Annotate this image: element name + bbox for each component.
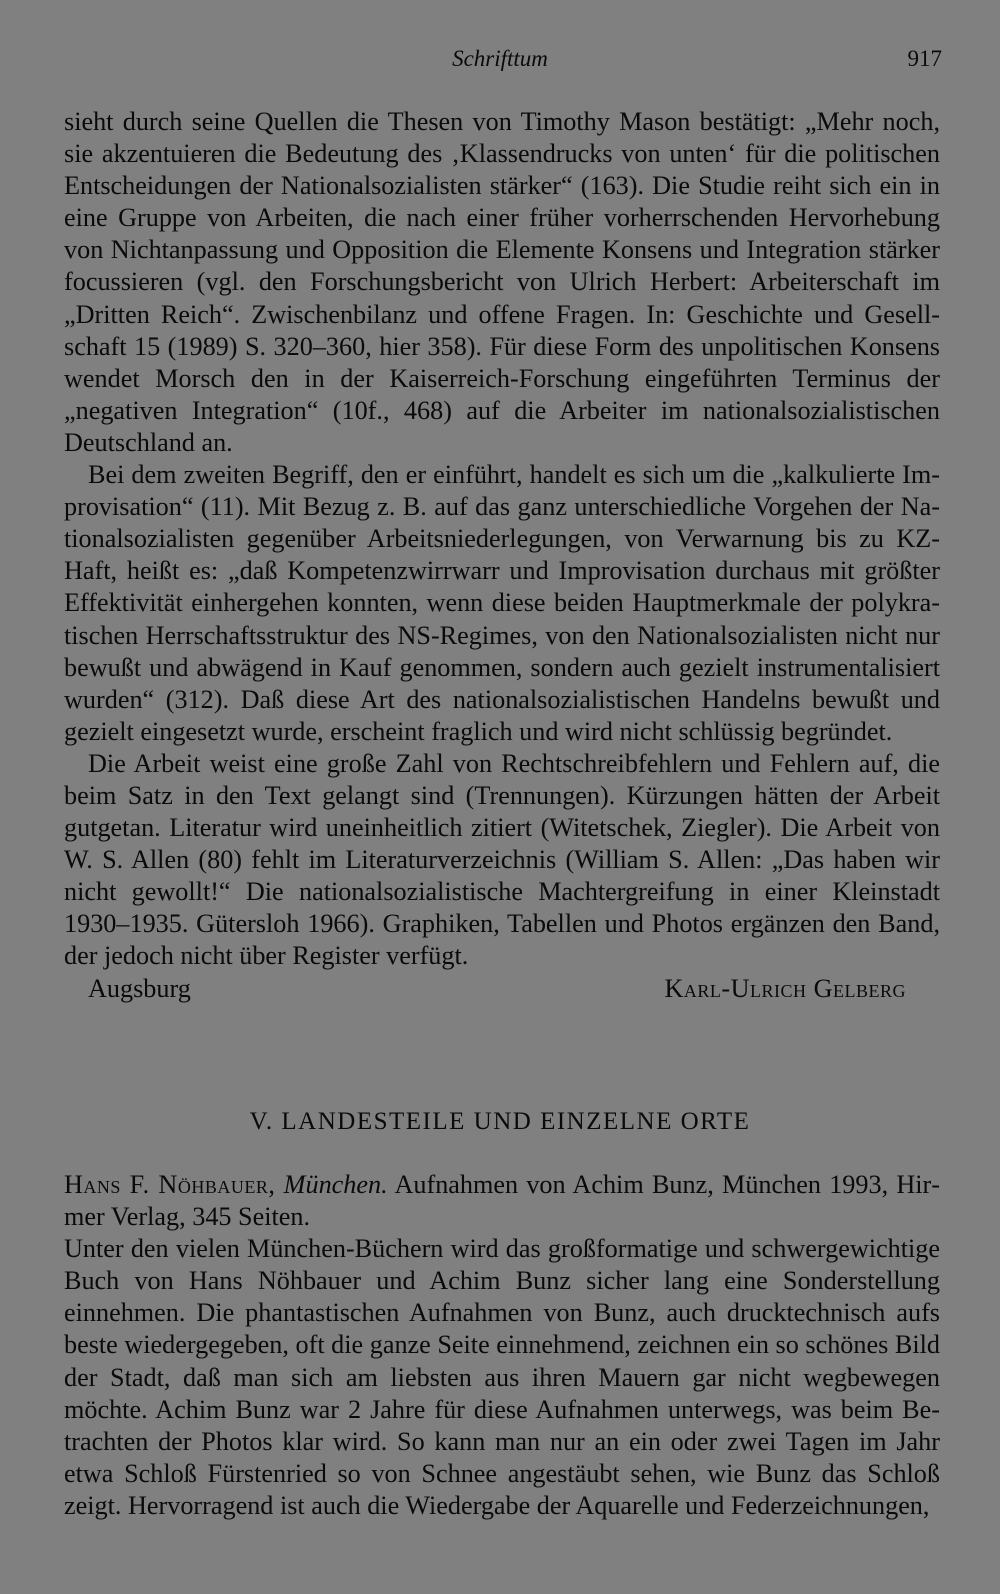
bibliographic-entry <box>64 1169 940 1233</box>
review-entry <box>64 1169 940 1522</box>
paragraph-1: sieht durch seine Quellen die Thesen von Timothy Mason bestätigt: „Mehr noch, sie akzentuieren die Bedeutung des ‚Klassendrucks von unten‘ für die politischen Entscheidungen der Nationalsozialisten stärker“ (163). Die Studie reiht sich ein in eine Gruppe von Arbeiten, die nach einer früher vorherrschenden Hervorhebung von Nichtanpassung und Opposition die Elemente Konsens und Integration stärker focussieren (vgl. den Forschungsbericht von Ulrich Herbert: Arbeiterschaft im „Dritten Reich“. Zwischenbilanz und offene Fragen. In: Geschichte und Gesellschaft 15 (1989) S. 320–360, hier 358). Für diese Form des unpolitischen Konsens wendet Morsch den in der Kaiserreich-Forschung eingeführten Terminus der „negativen Integration“ (10f., 468) auf die Arbeiter im nationalsozialistischen Deutschland an. <box>64 107 940 457</box>
running-head <box>0 46 1000 76</box>
review-book-publication: Aufnahmen von Achim Bunz, München 1993, Hirmer Verlag, 345 Seiten. <box>64 1170 941 1232</box>
signature-place: Augsburg <box>88 973 191 1003</box>
review-book-author: Hans F. Nöhbauer, <box>64 1170 276 1199</box>
review-continuation <box>64 106 940 1005</box>
page-number: 917 <box>907 46 942 71</box>
review-book-title: München. <box>283 1170 388 1199</box>
signature-author: Karl-Ulrich Gelberg <box>664 973 906 1003</box>
section-heading: V. LANDESTEILE UND EINZELNE ORTE <box>249 1108 751 1135</box>
paragraph-3: Die Arbeit weist eine große Zahl von Rechtschreibfehlern und Fehlern auf, die beim Satz in den Text gelangt sind (Trennungen). Kürzungen hätten der Arbeit gutgetan. Literatur wird uneinheitlich zitiert (Witetschek, Ziegler). Die Arbeit von W. S. Allen (80) fehlt im Literaturverzeichnis (William S. Allen: „Das haben wir nicht gewollt!“ Die nationalsozialistische Machtergreifung in einer Kleinstadt 1930–1935. Gütersloh 1966). Graphiken, Tabellen und Photos ergänzen den Band, der jedoch nicht über Register verfügt. <box>64 748 940 971</box>
running-head-title: Schrifttum <box>452 46 548 71</box>
paragraph-2: Bei dem zweiten Begriff, den er einführt, handelt es sich um die „kalkulierte Improvisation“ (11). Mit Bezug z. B. auf das ganz unterschiedliche Vorgehen der Nationalsozialisten gegenüber Arbeitsniederlegungen, von Verwarnung bis zu KZ-Haft, heißt es: „daß Kompetenzwirrwarr und Improvisation durchaus mit größter Effektivität einhergehen konnten, wenn diese beiden Hauptmerkmale der polykratischen Herrschaftsstruktur des NS-Regimes, von den Nationalsozialisten nicht nur bewußt und abwägend in Kauf genommen, sondern auch gezielt instrumentalisiert wurden“ (312). Daß diese Art des nationalsozialistischen Handelns bewußt und gezielt eingesetzt wurde, erscheint fraglich und wird nicht schlüssig begründet. <box>64 460 940 746</box>
review-body: Unter den vielen München-Büchern wird das großformatige und schwergewichtige Buch von Hans Nöhbauer und Achim Bunz sicher lang eine Sonderstellung einnehmen. Die phantastischen Aufnahmen von Bunz, auch drucktechnisch aufs beste wiedergegeben, oft die ganze Seite einnehmend, zeichnen ein so schönes Bild der Stadt, daß man sich am liebsten aus ihren Mauern gar nicht wegbewegen möchte. Achim Bunz war 2 Jahre für diese Aufnahmen unterwegs, was beim Betrachten der Photos klar wird. So kann man nur an ein oder zwei Tagen im Jahr etwa Schloß Fürstenried so von Schnee angestäubt sehen, wie Bunz das Schloß zeigt. Hervorragend ist auch die Wiedergabe der Aquarelle und Federzeichnungen, <box>64 1234 940 1520</box>
review-signature <box>64 973 940 1005</box>
